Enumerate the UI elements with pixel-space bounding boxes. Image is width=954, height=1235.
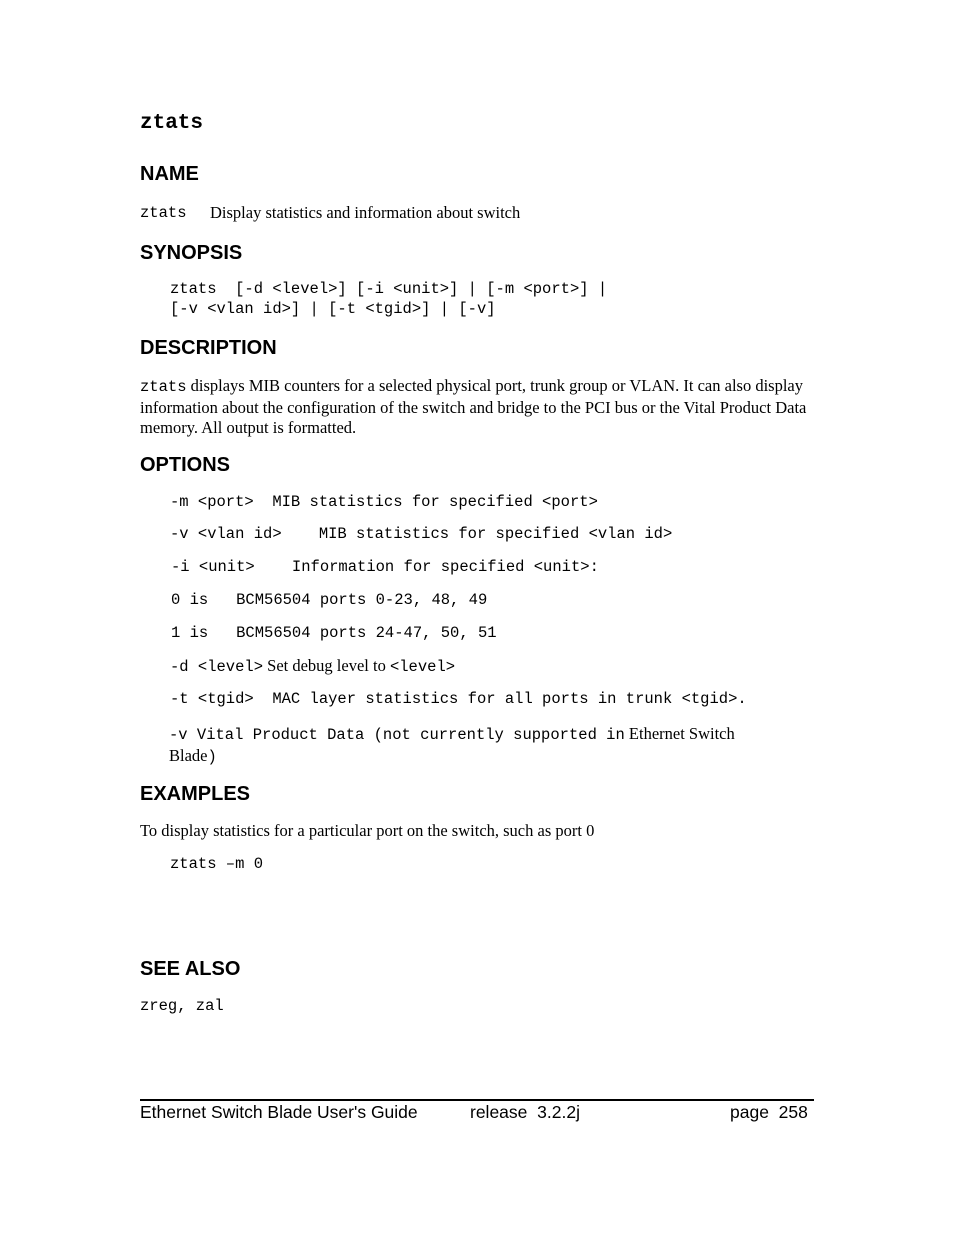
option-line: -v <vlan id> MIB statistics for specified <vlan id> (170, 525, 673, 543)
option-line: -i <unit> Information for specified <unit>: (171, 558, 599, 576)
footer-page-number: 258 (778, 1102, 808, 1122)
options-heading: OPTIONS (140, 454, 231, 476)
name-command: ztats (140, 204, 187, 222)
see-also-text: zreg, zal (140, 997, 224, 1015)
synopsis-heading: SYNOPSIS (140, 242, 243, 264)
footer-rule (140, 1099, 814, 1101)
description-heading: DESCRIPTION (140, 337, 277, 359)
option-debug-text: Set debug level to (263, 656, 390, 675)
examples-command: ztats –m 0 (170, 855, 264, 873)
option-vital-text: Ethernet Switch Blade (169, 724, 735, 765)
description-command: ztats (140, 378, 187, 396)
examples-text: To display statistics for a particular port on the switch, such as port 0 (140, 821, 595, 840)
synopsis-line: ztats [-d <level>] [-i <unit>] | [-m <port>] | (170, 280, 608, 298)
option-line: -t <tgid> MAC layer statistics for all ports in trunk <tgid>. (170, 690, 747, 708)
name-heading: NAME (140, 163, 199, 185)
examples-heading: EXAMPLES (140, 783, 251, 805)
option-vital (169, 724, 779, 767)
option-line: 1 is BCM56504 ports 24-47, 50, 51 (171, 624, 497, 642)
footer-release (470, 1102, 580, 1123)
footer-page (730, 1102, 808, 1123)
see-also-heading: SEE ALSO (140, 958, 241, 980)
description-text: displays MIB counters for a selected physical port, trunk group or VLAN. It can also display information about the configuration of the switch and bridge to the PCI bus or the Vital Product Data memory. All output is formatted. (140, 376, 807, 437)
option-debug-level: <level> (389, 658, 456, 676)
option-vital-flag: -v Vital Product Data (not currently supported in (169, 726, 625, 744)
name-description: Display statistics and information about switch (210, 203, 521, 222)
option-line: -m <port> MIB statistics for specified <port> (170, 493, 598, 511)
page-title: ztats (140, 112, 204, 135)
footer-guide-title: Ethernet Switch Blade User's Guide (140, 1102, 418, 1122)
synopsis-line: [-v <vlan id>] | [-t <tgid>] | [-v] (170, 300, 496, 318)
footer-page-label: page (730, 1102, 769, 1122)
option-debug-line (170, 656, 455, 676)
option-vital-close: ) (207, 747, 217, 766)
footer-release-label: release (470, 1102, 528, 1122)
option-line: 0 is BCM56504 ports 0-23, 48, 49 (171, 591, 488, 609)
option-debug-flag: -d <level> (170, 658, 264, 676)
footer-release-version: 3.2.2j (537, 1102, 580, 1122)
description-paragraph (140, 376, 812, 439)
